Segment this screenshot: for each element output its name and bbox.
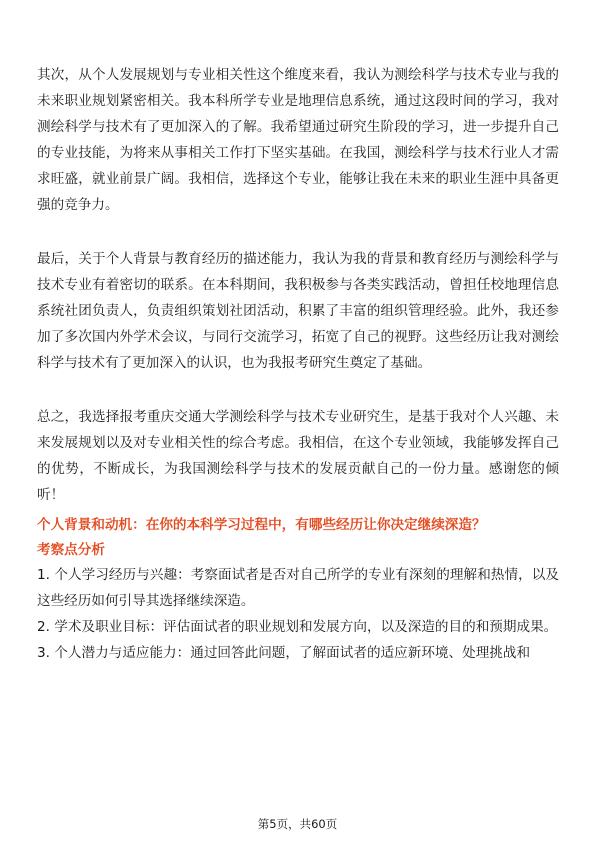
page-number-footer: 第5页，共60页 xyxy=(257,817,338,831)
paragraph-career-planning: 其次，从个人发展规划与专业相关性这个维度来看，我认为测绘科学与技术专业与我的未来职业规划紧密相关。我本科所学专业是地理信息系统，通过这段时间的学习，我对测绘科学与技术有了更加深入的了解。我希望通过研究生阶段的学习，进一步提升自己的专业技能，为将来从事相关工作打下坚实基础。在我国，测绘科学与技术行业人才需求旺盛，就业前景广阔。我相信，选择这个专业，能够让我在未来的职业生涯中具备更强的竞争力。 xyxy=(37,67,559,213)
question-heading: 个人背景和动机：在你的本科学习过程中，有哪些经历让你决定继续深造？ xyxy=(37,517,486,533)
paragraph-conclusion: 总之，我选择报考重庆交通大学测绘科学与技术专业研究生，是基于我对个人兴趣、未来发展规划以及对专业相关性的综合考虑。我相信，在这个专业领域，我能够发挥自己的优势，不断成长，为我国测绘科学与技术的发展贡献自己的一份力量。感谢您的倾听！ xyxy=(37,409,559,503)
paragraph-gap xyxy=(37,376,559,404)
paragraph-background: 最后，关于个人背景与教育经历的描述能力，我认为我的背景和教育经历与测绘科学与技术专业有着密切的联系。在本科期间，我积极参与各类实践活动，曾担任校地理信息系统社团负责人，负责组织策划社团活动，积累了丰富的组织管理经验。此外，我还参加了多次国内外学术会议，与同行交流学习，拓宽了自己的视野。这些经历让我对测绘科学与技术有了更加深入的认识，也为我报考研究生奠定了基础。 xyxy=(37,251,559,371)
analysis-heading: 考察点分析 xyxy=(37,542,105,558)
paragraph-gap xyxy=(37,218,559,246)
analysis-item-2: 2. 学术及职业目标：评估面试者的职业规划和发展方向，以及深造的目的和预期成果。 xyxy=(37,619,558,635)
analysis-list xyxy=(37,562,559,666)
analysis-item-1: 1. 个人学习经历与兴趣：考察面试者是否对自己所学的专业有深刻的理解和热情，以及这些经历如何引导其选择继续深造。 xyxy=(37,567,559,609)
page-content xyxy=(37,62,559,666)
analysis-item-3: 3. 个人潜力与适应能力：通过回答此问题，了解面试者的适应新环境、处理挑战和 xyxy=(37,645,531,661)
